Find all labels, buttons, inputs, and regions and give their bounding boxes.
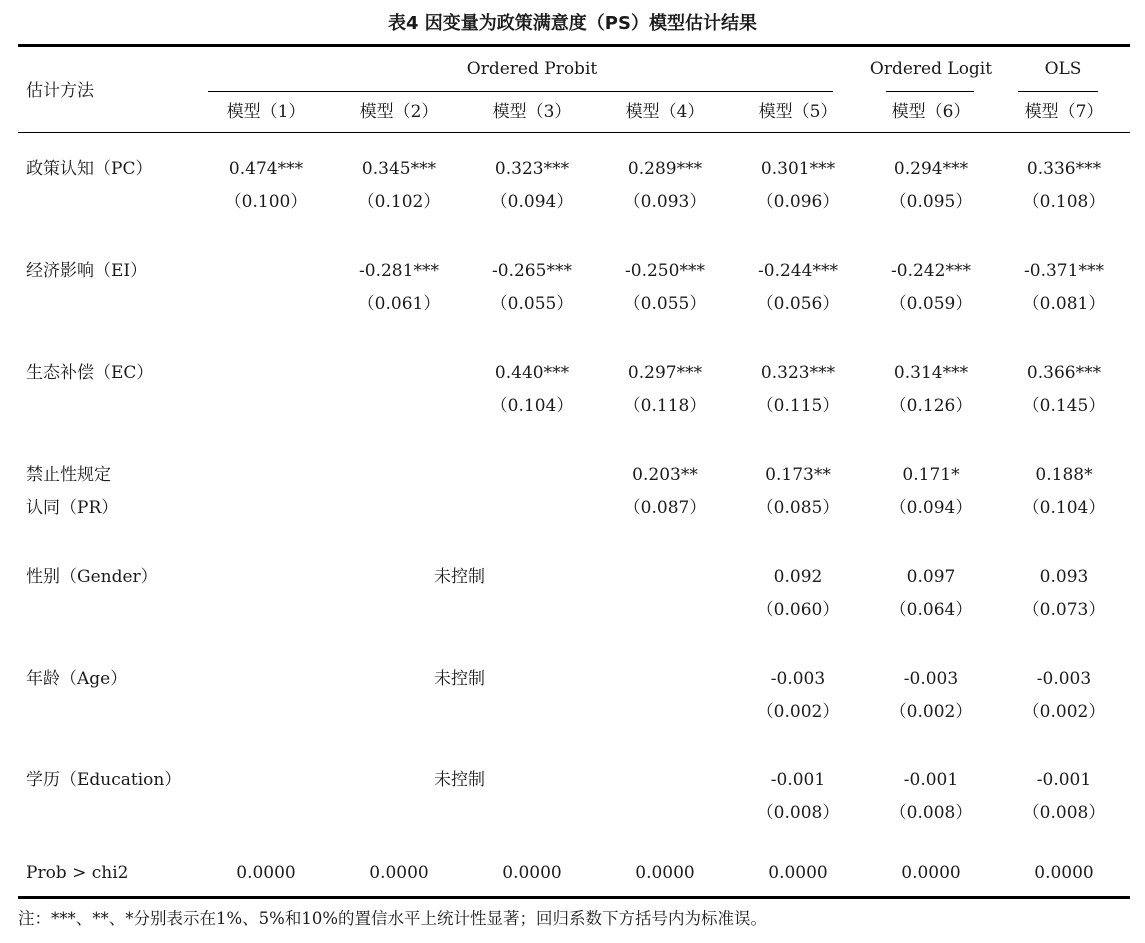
coefficient-cell: 0.440*** (494, 363, 570, 383)
row-label-line2: 认同（PR） (26, 498, 119, 518)
prob-value: 0.0000 (1034, 863, 1094, 883)
row-label: 政策认知（PC） (26, 159, 153, 179)
prob-value: 0.0000 (502, 863, 562, 883)
coefficient-cell: -0.001 (770, 770, 826, 790)
coefficient-cell: -0.003 (1036, 669, 1092, 689)
group-rule-probit (208, 91, 833, 92)
std-error-cell: （0.087） (623, 498, 707, 518)
coefficient-cell: 0.173** (765, 465, 831, 485)
coefficient-cell: 0.294*** (893, 159, 969, 179)
prob-value: 0.0000 (768, 863, 828, 883)
std-error-cell: （0.108） (1022, 192, 1106, 212)
method-label: 估计方法 (26, 81, 94, 101)
coefficient-cell: -0.003 (770, 669, 826, 689)
std-error-cell: （0.008） (1022, 803, 1106, 823)
coefficient-cell: -0.242*** (891, 261, 971, 281)
std-error-cell: （0.055） (623, 294, 707, 314)
std-error-cell: （0.073） (1022, 600, 1106, 620)
std-error-cell: （0.094） (490, 192, 574, 212)
model-header: 模型（7） (1024, 102, 1104, 122)
group-rule-logit (886, 91, 974, 92)
prob-value: 0.0000 (369, 863, 429, 883)
std-error-cell: （0.085） (756, 498, 840, 518)
row-label: 性别（Gender） (26, 567, 158, 587)
coefficient-cell: 0.314*** (893, 363, 969, 383)
coefficient-cell: 0.093 (1039, 567, 1089, 587)
model-header: 模型（5） (758, 102, 838, 122)
top-rule (18, 44, 1130, 47)
coefficient-cell: -0.265*** (492, 261, 572, 281)
std-error-cell: （0.008） (889, 803, 973, 823)
prob-label: Prob > chi2 (26, 863, 129, 883)
model-header: 模型（3） (492, 102, 572, 122)
coefficient-cell: 0.345*** (361, 159, 437, 179)
coefficient-cell: -0.003 (903, 669, 959, 689)
coefficient-cell: 0.474*** (228, 159, 304, 179)
std-error-cell: （0.104） (490, 396, 574, 416)
coefficient-cell: 0.301*** (760, 159, 836, 179)
coefficient-cell: 0.203** (632, 465, 698, 485)
row-label: 禁止性规定 (26, 465, 111, 485)
model-header: 模型（2） (359, 102, 439, 122)
coefficient-cell: 0.092 (773, 567, 823, 587)
bottom-rule (18, 896, 1130, 899)
std-error-cell: （0.102） (357, 192, 441, 212)
std-error-cell: （0.059） (889, 294, 973, 314)
coefficient-cell: -0.001 (1036, 770, 1092, 790)
prob-value: 0.0000 (236, 863, 296, 883)
coefficient-cell: 0.323*** (494, 159, 570, 179)
std-error-cell: （0.081） (1022, 294, 1106, 314)
std-error-cell: （0.008） (756, 803, 840, 823)
model-header: 模型（1） (226, 102, 306, 122)
table-note: 注：***、**、*分别表示在1%、5%和10%的置信水平上统计性显著；回归系数下方括号内为标准误。 (18, 909, 768, 928)
prob-value: 0.0000 (901, 863, 961, 883)
std-error-cell: （0.095） (889, 192, 973, 212)
uncontrolled-note: 未控制 (434, 669, 485, 689)
std-error-cell: （0.056） (756, 294, 840, 314)
std-error-cell: （0.002） (756, 702, 840, 722)
std-error-cell: （0.118） (623, 396, 707, 416)
coefficient-cell: 0.323*** (760, 363, 836, 383)
std-error-cell: （0.064） (889, 600, 973, 620)
coefficient-cell: 0.188* (1035, 465, 1093, 485)
std-error-cell: （0.100） (224, 192, 308, 212)
row-label: 年龄（Age） (26, 669, 128, 689)
std-error-cell: （0.094） (889, 498, 973, 518)
std-error-cell: （0.061） (357, 294, 441, 314)
group-ols: OLS (1044, 59, 1082, 79)
coefficient-cell: 0.289*** (627, 159, 703, 179)
coefficient-cell: 0.336*** (1026, 159, 1102, 179)
prob-value: 0.0000 (635, 863, 695, 883)
row-label: 生态补偿（EC） (26, 363, 154, 383)
header-rule (18, 132, 1130, 133)
coefficient-cell: 0.366*** (1026, 363, 1102, 383)
std-error-cell: （0.060） (756, 600, 840, 620)
model-header: 模型（6） (891, 102, 971, 122)
row-label: 学历（Education） (26, 770, 182, 790)
uncontrolled-note: 未控制 (434, 770, 485, 790)
std-error-cell: （0.055） (490, 294, 574, 314)
std-error-cell: （0.145） (1022, 396, 1106, 416)
model-header: 模型（4） (625, 102, 705, 122)
coefficient-cell: 0.171* (902, 465, 960, 485)
row-label: 经济影响（EI） (26, 261, 148, 281)
group-ordered-probit: Ordered Probit (466, 59, 598, 79)
std-error-cell: （0.002） (889, 702, 973, 722)
std-error-cell: （0.002） (1022, 702, 1106, 722)
table-caption: 表4 因变量为政策满意度（PS）模型估计结果 (388, 13, 757, 34)
std-error-cell: （0.126） (889, 396, 973, 416)
std-error-cell: （0.115） (756, 396, 840, 416)
group-ordered-logit: Ordered Logit (869, 59, 993, 79)
std-error-cell: （0.104） (1022, 498, 1106, 518)
std-error-cell: （0.093） (623, 192, 707, 212)
group-rule-ols (1018, 91, 1098, 92)
coefficient-cell: 0.097 (906, 567, 956, 587)
coefficient-cell: 0.297*** (627, 363, 703, 383)
coefficient-cell: -0.281*** (359, 261, 439, 281)
uncontrolled-note: 未控制 (434, 567, 485, 587)
coefficient-cell: -0.250*** (625, 261, 705, 281)
std-error-cell: （0.096） (756, 192, 840, 212)
coefficient-cell: -0.244*** (758, 261, 838, 281)
coefficient-cell: -0.371*** (1024, 261, 1104, 281)
coefficient-cell: -0.001 (903, 770, 959, 790)
